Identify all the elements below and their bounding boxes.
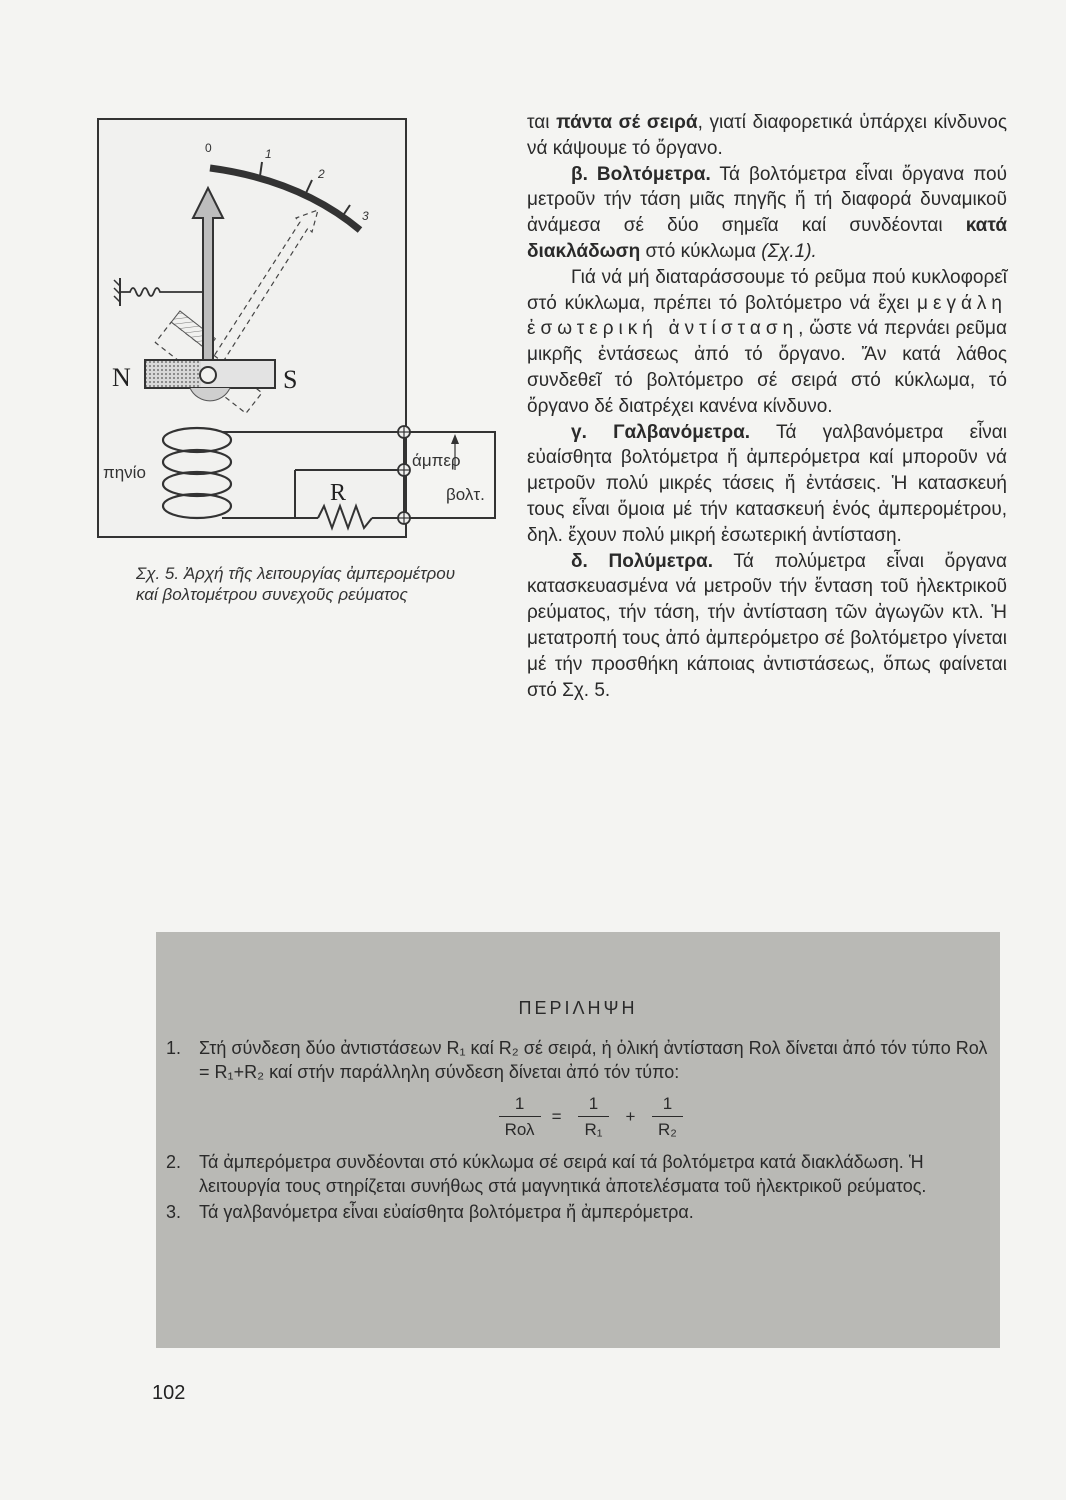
scale-label-2: 2 [318,167,325,181]
parallel-resistance-formula: $\frac{1}{\text{Rολ}}$ = $\frac{1}{\text{R₁}}$ + $\frac{1}{\text{R₂}}$ [199,1092,988,1142]
scale-label-3: 3 [362,209,369,223]
heading-galvanometers: γ. Γαλβανόμετρα. [571,421,751,443]
scale-label-0: 0 [205,141,212,155]
page-number: 102 [152,1382,186,1404]
south-label: S [283,365,298,394]
list-item: 1. Στή σύνδεση δύο ἀντιστάσεων R₁ καί R₂ σέ σειρά, ἡ ὁλική ἀντίσταση Rολ δίνεται ἀπό τόν τύπο Rολ = R₁+R₂ καί στήν παράλληλη σύνδεση δίνεται ἀπό τόν τύπο: $\frac{1}{\text{Rολ}}$ = $\frac{1}{\text{R₁}}$ + $\frac{1}{\text{R₂}}$ [166,1036,988,1148]
resistor-label: R [330,480,347,506]
heading-multimeters: δ. Πολύμετρα. [571,550,714,572]
scale-tick [260,162,262,176]
paragraph-internal-resistance: Γιά νά μή διαταράσσουμε τό ρεῦμα πού κυκλοφορεῖ στό κύκλωμα, πρέπει τό βολτόμετρο νά ἔχει μεγάλη ἐσωτερική ἀντίσταση, ὥστε νά περνάει ρεῦμα μικρῆς ἐντάσεως ἀπό τό ὄργανο. Ἄν κατά λάθος συνδεθεῖ τό βολτόμετρο σέ σειρά στό κύκλωμα, τό ὄργανο δέ διατρέχει κανένα κίνδυνο. [527,266,1007,417]
resistor-icon [318,506,372,528]
list-item: 2. Τά ἀμπερόμετρα συνδέονται στό κύκλωμα σέ σειρά καί τά βολτόμετρα κατά διακλάδωση. Ἡ λειτουργία τους στηρίζεται συνήθως στά μαγνητικά ἀποτελέσματα τοῦ ἠλεκτρικοῦ ρεύματος. [166,1152,927,1196]
paragraph-multimeters: δ. Πολύμετρα. Τά πολύμετρα εἶναι ὄργανα κατασκευασμένα νά μετροῦν τήν ἔνταση τοῦ ἠλεκτρικοῦ ρεύματος, τήν τάση, τήν ἀντίσταση τῶν ἀγωγῶν κτλ. Ἡ μετατροπή τους ἀπό ἀμπερόμετρο σέ βολτόμετρο γίνεται μέ τήν προσθήκη κάποιας ἀντιστάσεως, ὅπως φαίνεται στό Σχ. 5. [527,550,1007,701]
heading-voltmeters: β. Βολτόμετρα. [571,163,711,185]
summary-list [166,1036,988,1226]
coil-label: πηνίο [103,463,146,482]
summary-box [156,932,1000,1348]
figure-caption: Σχ. 5. Ἀρχή τῆς λειτουργίας ἀμπερομέτρου καί βολτομέτρου συνεχοῦς ρεύματος [136,564,456,604]
scale-label-1: 1 [265,147,272,161]
paragraph-voltmeters: β. Βολτόμετρα. Τά βολτόμετρα εἶναι ὄργανα πού μετροῦν τήν τάση μιᾶς πηγῆς ἤ τή διαφορά δυναμικοῦ ἀνάμεσα σέ δύο σημεῖα καί συνδέονται κατά διακλάδωση στό κύκλωμα (Σχ.1). [527,163,1008,262]
scale-tick [306,180,312,193]
paragraph-galvanometers: γ. Γαλβανόμετρα. Τά γαλβανόμετρα εἶναι εὐαίσθητα βολτόμετρα ἤ ἀμπερόμετρα καί μποροῦν νά μετροῦν πολύ μικρές τάσεις ἤ ἐντάσεις. Ἡ κατασκευή τους εἶναι ὅμοια μέ τήν κατασκευή ἑνός ἀμπερομέτρου, δηλ. ἔχουν πολύ μικρή ἐσωτερική ἀντίσταση. [527,421,1008,546]
dashed-pointer-icon [205,210,318,376]
list-item: 3. Τά γαλβανόμετρα εἶναι εὐαίσθητα βολτόμετρα ἤ ἀμπερόμετρα. [166,1202,694,1222]
ammeter-label: άμπερ [412,451,461,470]
pivot-icon [200,367,216,383]
magnet-north-pole [146,361,201,387]
pointer-arrow-icon [193,188,223,372]
meter-diagram [60,110,520,550]
paragraph-ammeter-end: ται πάντα σέ σειρά, γιατί διαφορετικά ὑπάρχει κίνδυνος νά κάψουμε τό ὄργανο. [527,112,1007,159]
coil-icon [163,428,231,518]
north-label: N [112,363,131,392]
meter-scale-arc [210,168,360,230]
main-text [527,110,1007,703]
voltmeter-label: βολτ. [446,485,485,504]
spring-icon [120,288,203,296]
summary-title: ΠΕΡΙΛΗΨΗ [518,998,638,1018]
circuit-wires [222,432,495,518]
